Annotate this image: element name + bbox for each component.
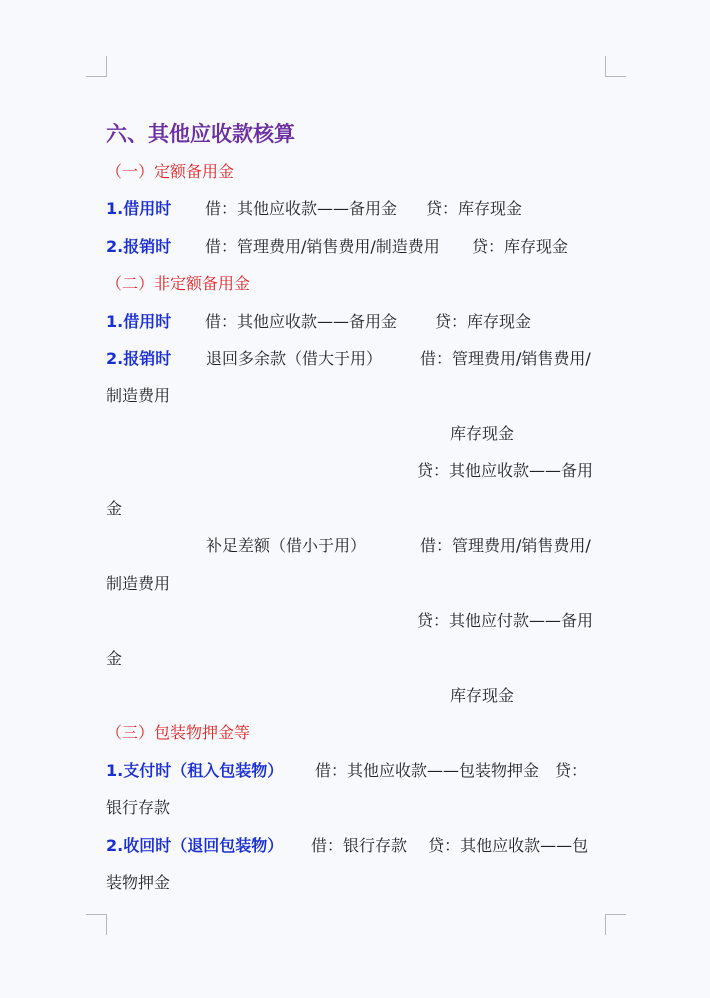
page-title: 六、其他应收款核算 bbox=[106, 122, 295, 146]
case-text: 退回多余款（借大于用） bbox=[206, 349, 383, 368]
entry-credit: 贷：库存现金 bbox=[435, 312, 532, 331]
entry-debit-continued: 制造费用 bbox=[106, 574, 171, 593]
entry-credit-continued: 金 bbox=[106, 649, 123, 668]
entry-credit-line: 库存现金 bbox=[450, 686, 515, 705]
entry-credit: 贷：库存现金 bbox=[426, 199, 523, 218]
entry-credit-continued: 金 bbox=[106, 499, 123, 518]
entry-text-continued: 银行存款 bbox=[106, 798, 171, 817]
case-text: 补足差额（借小于用） bbox=[206, 536, 367, 555]
entry-credit: 贷：库存现金 bbox=[472, 237, 569, 256]
entry-text-continued: 装物押金 bbox=[106, 873, 171, 892]
entry-text: 借：其他应收款——包装物押金 贷： bbox=[315, 761, 588, 780]
entry-debit: 借：管理费用/销售费用/ bbox=[420, 536, 591, 555]
entry-debit-line: 库存现金 bbox=[450, 424, 515, 443]
entry-credit: 贷：其他应收款——备用 bbox=[417, 461, 594, 480]
entry-debit: 借：管理费用/销售费用/制造费用 bbox=[205, 237, 440, 256]
crop-mark-top-right bbox=[605, 56, 626, 77]
entry-debit: 借：管理费用/销售费用/ bbox=[420, 349, 591, 368]
entry-label: 2.报销时 bbox=[106, 237, 172, 256]
section-heading-2: （二）非定额备用金 bbox=[106, 274, 251, 293]
section-heading-1: （一）定额备用金 bbox=[106, 162, 235, 181]
section-heading-3: （三）包装物押金等 bbox=[106, 723, 251, 742]
crop-mark-bottom-right bbox=[605, 914, 626, 935]
entry-debit: 借：其他应收款——备用金 bbox=[205, 199, 398, 218]
entry-label: 2.报销时 bbox=[106, 349, 172, 368]
entry-credit: 贷：其他应付款——备用 bbox=[417, 611, 594, 630]
entry-label: 1.支付时（租入包装物） bbox=[106, 761, 284, 780]
crop-mark-top-left bbox=[86, 56, 107, 77]
entry-label: 2.收回时（退回包装物） bbox=[106, 836, 284, 855]
entry-debit-continued: 制造费用 bbox=[106, 386, 171, 405]
entry-label: 1.借用时 bbox=[106, 199, 172, 218]
crop-mark-bottom-left bbox=[86, 914, 107, 935]
entry-text: 借：银行存款 贷：其他应收款——包 bbox=[311, 836, 589, 855]
entry-debit: 借：其他应收款——备用金 bbox=[205, 312, 398, 331]
entry-label: 1.借用时 bbox=[106, 312, 172, 331]
